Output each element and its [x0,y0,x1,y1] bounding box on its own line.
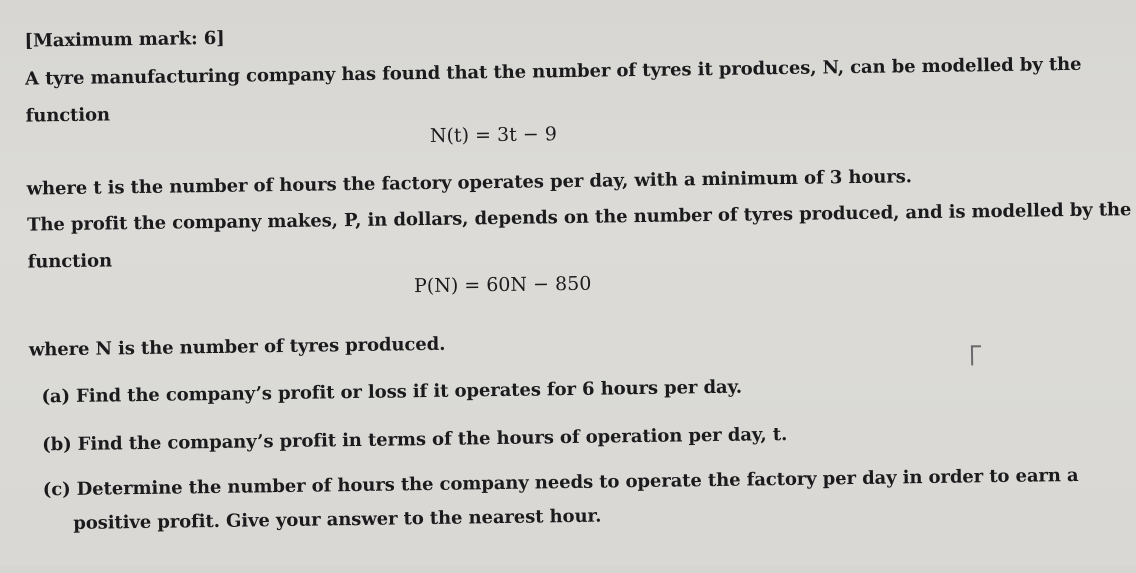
margin-bracket-mark [971,345,981,365]
context-line-1: where t is the number of hours the factory operates per day, with a minimum of 3 hours. [26,166,913,200]
intro-line-1: A tyre manufacturing company has found that the number of tyres it produces, N, can be modelled by the [24,53,1082,90]
part-b: (b) Find the company’s profit in terms of the hours of operation per day, t. [42,423,788,456]
equation-p-of-n: P(N) = 60N − 850 [413,272,592,298]
context-line-4: where N is the number of tyres produced. [28,333,446,361]
context-line-3: function [27,250,113,273]
max-mark-label: [Maximum mark: 6] [24,27,225,52]
equation-n-of-t: N(t) = 3t − 9 [429,123,557,147]
context-line-2: The profit the company makes, P, in dollars, depends on the number of tyres produced, and is modelled by the [26,199,1132,236]
part-a: (a) Find the company’s profit or loss if it operates for 6 hours per day. [41,376,743,408]
part-c-line-1: (c) Determine the number of hours the company needs to operate the factory per day in order to earn a [42,464,1079,501]
part-c-line-2: positive profit. Give your answer to the nearest hour. [73,505,602,534]
intro-line-2: function [25,104,111,127]
